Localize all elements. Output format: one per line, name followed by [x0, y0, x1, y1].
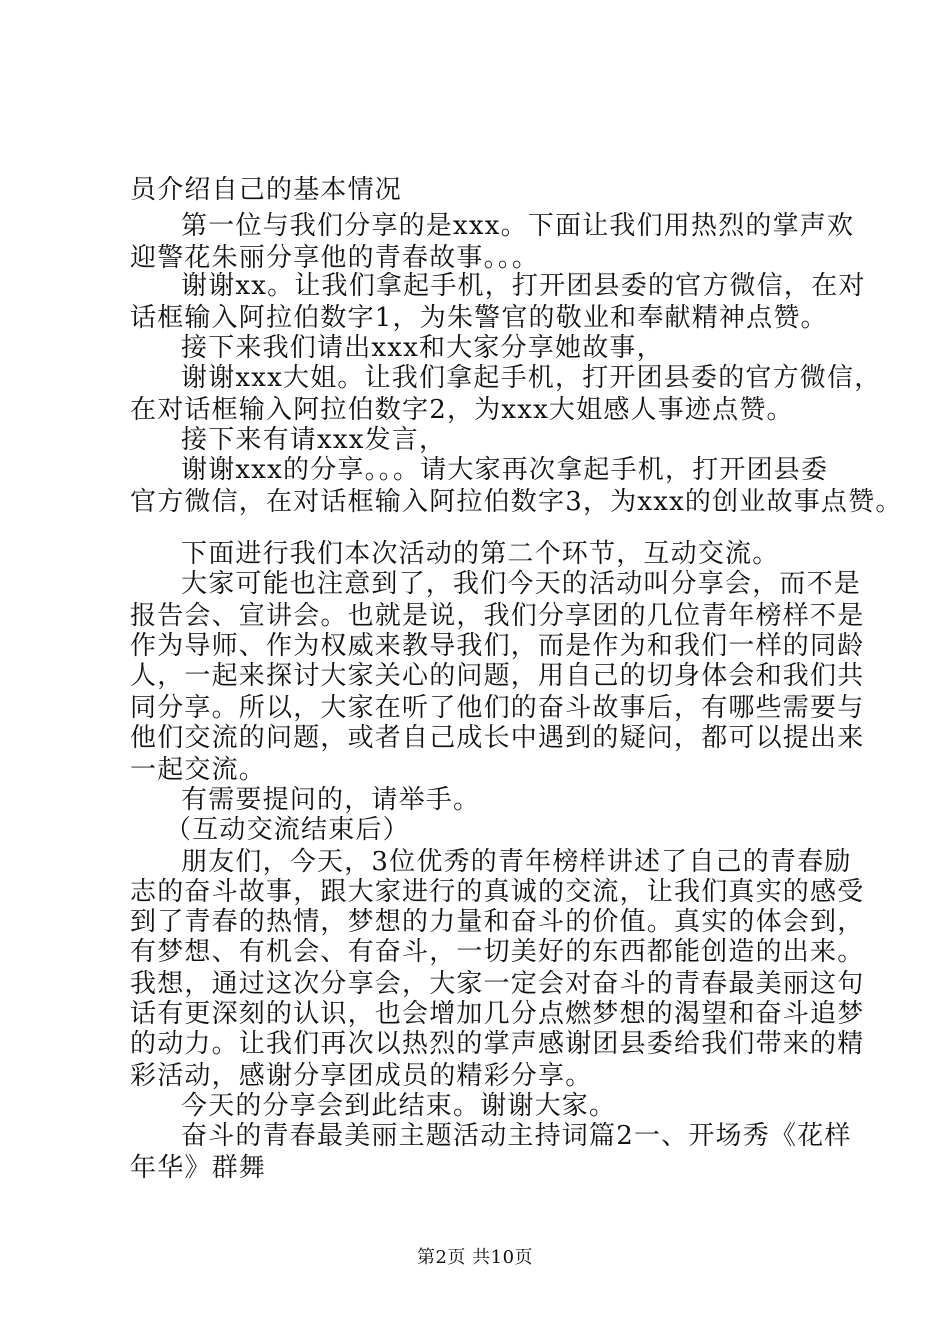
text-line: 作为导师、作为权威来教导我们，而是作为和我们一样的同龄 — [130, 631, 865, 661]
text-line: 今天的分享会到此结束。谢谢大家。 — [181, 1091, 617, 1121]
text-line: 我想，通过这次分享会，大家一定会对奋斗的青春最美丽这句 — [130, 969, 865, 999]
text-line: 彩活动，感谢分享团成员的精彩分享。 — [130, 1061, 593, 1091]
text-line: 接下来我们请出xxx和大家分享她故事， — [181, 333, 664, 363]
text-line: 第一位与我们分享的是xxx。下面让我们用热烈的掌声欢 — [181, 211, 855, 241]
text-line: 谢谢xxx大姐。让我们拿起手机，打开团县委的官方微信， — [181, 363, 882, 393]
text-line: 接下来有请xxx发言， — [181, 425, 447, 455]
page-number: 第2页 共10页 — [416, 1247, 534, 1268]
text-line: 年华》群舞 — [130, 1153, 267, 1183]
text-line: 在对话框输入阿拉伯数字2，为xxx大姐感人事迹点赞。 — [130, 395, 794, 425]
text-line: 下面进行我们本次活动的第二个环节，互动交流。 — [181, 539, 780, 569]
text-line: （互动交流结束后） — [165, 815, 410, 845]
text-line: 官方微信，在对话框输入阿拉伯数字3，为xxx的创业故事点赞。 — [130, 487, 903, 517]
text-line: 一起交流。 — [130, 755, 267, 785]
text-line: 有需要提问的，请举手。 — [181, 785, 481, 815]
text-line: 朋友们，今天，3位优秀的青年榜样讲述了自己的青春励 — [181, 847, 852, 877]
text-line: 话框输入阿拉伯数字1，为朱警官的敬业和奉献精神点赞。 — [130, 303, 828, 333]
text-line: 奋斗的青春最美丽主题活动主持词篇2一、开场秀《花样 — [181, 1121, 852, 1151]
text-line: 到了青春的热情，梦想的力量和奋斗的价值。真实的体会到， — [130, 907, 865, 937]
text-line: 迎警花朱丽分享他的青春故事。。。 — [130, 243, 540, 273]
text-line: 大家可能也注意到了，我们今天的活动叫分享会，而不是 — [181, 569, 862, 599]
text-line: 志的奋斗故事，跟大家进行的真诚的交流，让我们真实的感受 — [130, 877, 865, 907]
text-line: 有梦想、有机会、有奋斗，一切美好的东西都能创造的出来。 — [130, 937, 865, 967]
text-line: 报告会、宣讲会。也就是说，我们分享团的几位青年榜样不是 — [130, 601, 865, 631]
text-line: 话有更深刻的认识，也会增加几分点燃梦想的渴望和奋斗追梦 — [130, 999, 865, 1029]
text-line: 他们交流的问题，或者自己成长中遇到的疑问，都可以提出来 — [130, 723, 865, 753]
text-line: 员介绍自己的基本情况 — [130, 175, 403, 205]
text-line: 的动力。让我们再次以热烈的掌声感谢团县委给我们带来的精 — [130, 1029, 865, 1059]
text-line: 谢谢xx。让我们拿起手机，打开团县委的官方微信，在对 — [181, 271, 866, 301]
text-line: 人，一起来探讨大家关心的问题，用自己的切身体会和我们共 — [130, 661, 865, 691]
text-line: 谢谢xxx的分享。。。请大家再次拿起手机，打开团县委 — [181, 455, 829, 485]
text-line: 同分享。所以，大家在听了他们的奋斗故事后，有哪些需要与 — [130, 693, 865, 723]
